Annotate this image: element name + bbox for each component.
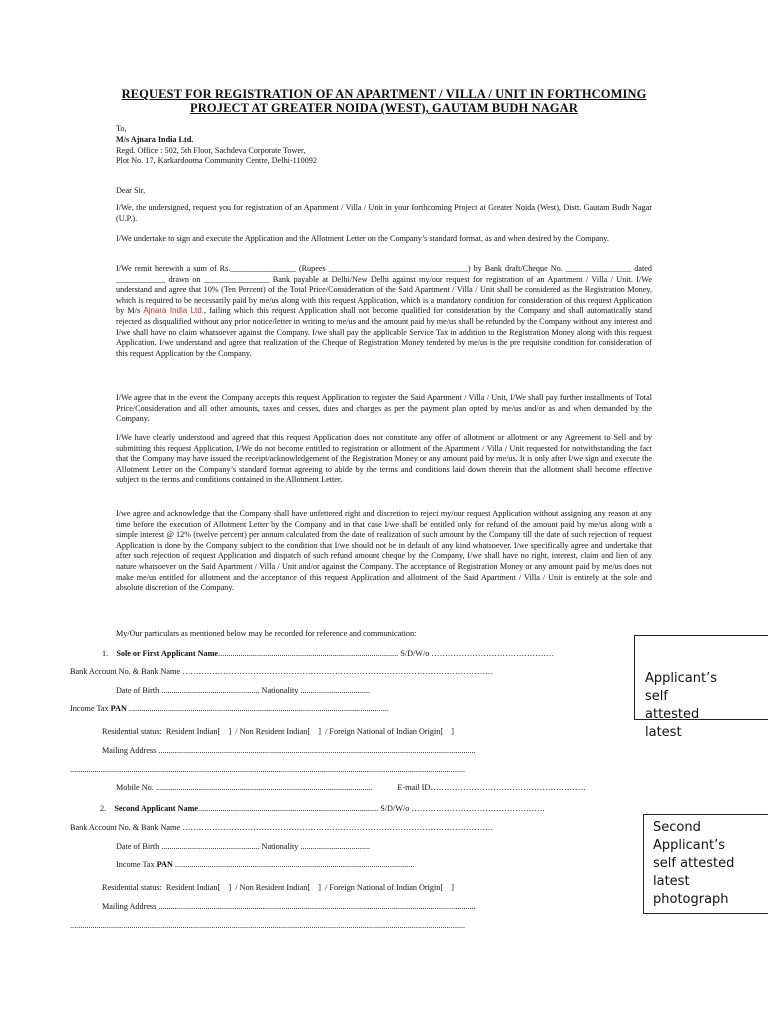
paragraph-4: I/We agree that in the event the Company accepts this request Application to register the Said Apartment / Villa / Unit, I/We shall pay further installments of Total Price/Consideration and all other amounts, taxes and cesses, dues and charges as per the payment plan opted by me/us and/or as and when demanded by the Company. [116, 393, 652, 424]
first-applicant-email-field[interactable]: ………………………………………………… [430, 783, 586, 792]
second-applicant-nri-option[interactable]: / Non Resident Indian[ [235, 883, 311, 892]
first-applicant-residential-row [102, 726, 622, 737]
first-applicant-nri-option[interactable]: / Non Resident Indian[ [235, 727, 311, 736]
second-applicant-bank-field[interactable]: …………………………………………………………………………………………………… [182, 823, 494, 832]
first-applicant-mail-row [102, 745, 552, 756]
second-applicant-pan-field[interactable]: ..................................................................................................................... [174, 860, 415, 869]
second-applicant-name-label: Second Applicant Name [114, 804, 199, 813]
recipient-address [116, 124, 317, 167]
first-applicant-resident-option[interactable]: Resident Indian[ [165, 727, 221, 736]
first-applicant-nationality-field[interactable]: .................................. [300, 686, 371, 695]
first-applicant-mail-label: Mailing Address [102, 746, 157, 755]
second-applicant-tax-label: Income Tax [116, 860, 155, 869]
paragraph-3 [116, 264, 652, 359]
paragraph-1: I/We, the undersigned, request you for registration of an Apartment / Villa / Unit in your forthcoming Project at Greater Noida (West), Distt. Gautam Budh Nagar (U.P.). [116, 203, 652, 223]
second-applicant-name-row [100, 803, 630, 814]
second-applicant-bank-label: Bank Account No. & Bank Name [70, 823, 181, 832]
second-applicant-dob-field[interactable]: ................................................ [161, 842, 260, 851]
document-title [100, 87, 668, 115]
second-applicant-photo-box[interactable] [643, 814, 768, 914]
second-applicant-number: 2. [100, 804, 107, 813]
first-applicant-mobile-label: Mobile No. [116, 783, 154, 792]
address-to: To, [116, 124, 127, 133]
photo-box-1-line-3: attested [645, 707, 700, 722]
second-applicant-nationality-label: Nationality [261, 842, 299, 851]
second-applicant-mail-row [102, 901, 552, 912]
first-applicant-email-label: E-mail ID [397, 783, 431, 792]
second-applicant-sdw-field[interactable]: …………………………………………. [411, 804, 545, 813]
salutation: Dear Sir, [116, 186, 146, 195]
first-applicant-pan-label: PAN [110, 704, 127, 713]
address-line-2: Plot No. 17, Karkardooma Community Centre, Delhi-110092 [116, 156, 317, 166]
second-applicant-tax-row [116, 859, 616, 870]
photo-box-1-line-1: Applicant’s [645, 671, 717, 686]
first-applicant-mail-field[interactable]: ........................................................................................................................................................... [158, 746, 476, 755]
first-applicant-bank-label: Bank Account No. & Bank Name [70, 667, 181, 676]
second-applicant-nationality-field[interactable]: .................................. [300, 842, 371, 851]
photo-box-2-line-3: self attested [653, 856, 735, 871]
second-applicant-foreign-option[interactable]: / Foreign National of Indian Origin[ [325, 883, 444, 892]
second-applicant-residential-label: Residential status: [102, 883, 162, 892]
first-applicant-nri-close: ] [318, 727, 321, 736]
first-applicant-name-label: Sole or First Applicant Name [116, 649, 219, 658]
title-line-2: PROJECT AT GREATER NOIDA (WEST), GAUTAM BUDH NAGAR [190, 101, 578, 115]
second-applicant-dob-row [116, 841, 616, 852]
first-applicant-pan-field[interactable]: ............................................................................................................................... [128, 704, 389, 713]
second-applicant-nri-close: ] [318, 883, 321, 892]
first-applicant-bank-field[interactable]: …………………………………………………………………………………………………… [182, 667, 494, 676]
address-company: M/s Ajnara India Ltd. [116, 134, 194, 144]
first-applicant-mail-line-2[interactable]: ................................................................................................................................................................................................. [70, 765, 466, 774]
second-applicant-bank-row [70, 822, 560, 833]
first-applicant-residential-label: Residential status: [102, 727, 162, 736]
photo-box-1-line-4: latest [645, 725, 682, 740]
photo-box-2-line-4: latest [653, 874, 690, 889]
first-applicant-bank-row [70, 666, 630, 677]
first-applicant-dob-field[interactable]: ................................................ [161, 686, 260, 695]
first-applicant-foreign-option[interactable]: / Foreign National of Indian Origin[ [325, 727, 444, 736]
paragraph-3-part-a: I/We remit herewith a sum of Rs.________________ (Rupees __________________________________) by Bank draft/Cheque No. ________________ dated ____________ drawn on ________________ Bank payable at Delhi/New Delhi against my/our request for registration of an Apartment / Villa / Unit. I/We understand and agree that 10% (Ten Percent) of the Total Price/Consideration of the Said Apartment / Villa / Unit shall be considered as the Registration Money, which is required to be necessarily paid by me/us along with this request Application, which is a mandatory condition for consideration of this request Application by M/s [116, 264, 652, 316]
second-applicant-resident-option[interactable]: Resident Indian[ [165, 883, 221, 892]
first-applicant-dob-row [116, 685, 636, 696]
first-applicant-sdw-field[interactable]: ……………………………………… [431, 649, 555, 658]
second-applicant-resident-close: ] [228, 883, 232, 892]
first-applicant-name-field[interactable]: ........................................................................................ [218, 649, 399, 658]
photo-box-2-line-5: photograph [653, 892, 729, 907]
first-applicant-contact-row [116, 782, 636, 793]
first-applicant-nationality-label: Nationality [261, 686, 299, 695]
second-applicant-residential-row [102, 882, 622, 893]
photo-box-2-line-1: Second [653, 820, 701, 835]
first-applicant-tax-label: Income Tax [70, 704, 109, 713]
second-applicant-mail-line-2[interactable]: ................................................................................................................................................................................................. [70, 921, 466, 930]
paragraph-7: My/Our particulars as mentioned below may be recorded for reference and communication: [116, 629, 417, 638]
paragraph-2: I/We undertake to sign and execute the Application and the Allotment Letter on the Company’s standard format, as and when desired by the Company. [116, 234, 609, 243]
paragraph-6: I/we agree and acknowledge that the Company shall have unfettered right and discretion to reject my/our request Application without assigning any reason at any time before the execution of Allotment Letter by the Company and in that case I/we shall be entitled only for refund of the amount paid by me/us along with a simple interest @ 12% (twelve percent) per annum calculated from the date of realization of such amount by the Company till the date of such rejection of request Application is done by the Company subject to the condition that I/we should not be in default of any kind whatsoever. I/we specifically agree and undertake that after such rejection of request Application and dispatch of such refund amount cheque by the Company, I/we shall have no right, interest, claim and lien of any nature whatsoever on the Said Apartment / Villa / Unit and/or against the Company. The acceptance of Registration Money or any amount paid by me/us does not make me/us entitled for allotment and the acceptance of this request Application and allotment of the Said Apartment / Villa / Unit is entirely at the sole and absolute discretion of the Company. [116, 509, 652, 593]
first-applicant-foreign-close: ] [451, 727, 455, 736]
second-applicant-pan-label: PAN [156, 860, 173, 869]
second-applicant-dob-label: Date of Birth [116, 842, 160, 851]
paragraph-5: I/We have clearly understood and agreed that this request Application does not constitute any offer of allotment or allotment or any Agreement to Sell and by submitting this request Application, I/We do not become entitled to registration or allotment of the Apartment / Villa / Unit requested for notwithstanding the fact that the Company may have issued the receipt/acknowledgement of the Registration Money or any amount paid by me/us. It is only after I/we sign and execute the Allotment Letter on the Company’s standard format agreeing to abide by the terms and conditions laid down therein that the allotment shall become effective subject to the terms and conditions contained in the Allotment Letter. [116, 433, 652, 485]
first-applicant-number: 1. [102, 649, 109, 658]
second-applicant-mail-label: Mailing Address [102, 902, 157, 911]
photo-box-1-line-2: self [645, 689, 668, 704]
address-line-1: Regd. Office : 502, 5th Floor, Sachdeva Corporate Tower, [116, 145, 306, 155]
second-applicant-mail-field[interactable]: ........................................................................................................................................................... [158, 902, 476, 911]
first-applicant-resident-close: ] [228, 727, 232, 736]
second-applicant-foreign-close: ] [451, 883, 455, 892]
first-applicant-name-row [102, 648, 642, 659]
paragraph-3-part-b: , failing which this request Application shall not become qualified for consideration by the Company and shall automatically stand rejected as disqualified without any prior notice/letter in writing to me/us and the amount paid by me/us shall be refunded by the Company without any interest and I/we shall have no claim whatsoever against the Company. I/we shall pay the applicable Service Tax in addition to the Registration Money along with this request Application. I/we understand and agree that realization of the Cheque of Registration Money tendered by me/us is the pre requisite condition for consideration of this request Application by the Company. [116, 306, 653, 358]
photo-box-2-line-2: Applicant’s [653, 838, 725, 853]
first-applicant-tax-row [70, 703, 610, 714]
first-applicant-dob-label: Date of Birth [116, 686, 160, 695]
title-line-1: REQUEST FOR REGISTRATION OF AN APARTMENT / VILLA / UNIT IN FORTHCOMING [121, 87, 647, 101]
company-name-highlight: Ajnara India Ltd. [143, 306, 204, 316]
first-applicant-mobile-field[interactable]: .......................................................................................................... [155, 783, 373, 792]
first-applicant-sdw-label: S/D/W/o [400, 649, 430, 658]
first-applicant-photo-box[interactable] [634, 635, 768, 740]
second-applicant-sdw-label: S/D/W/o [380, 804, 410, 813]
second-applicant-name-field[interactable]: ........................................................................................ [198, 804, 379, 813]
